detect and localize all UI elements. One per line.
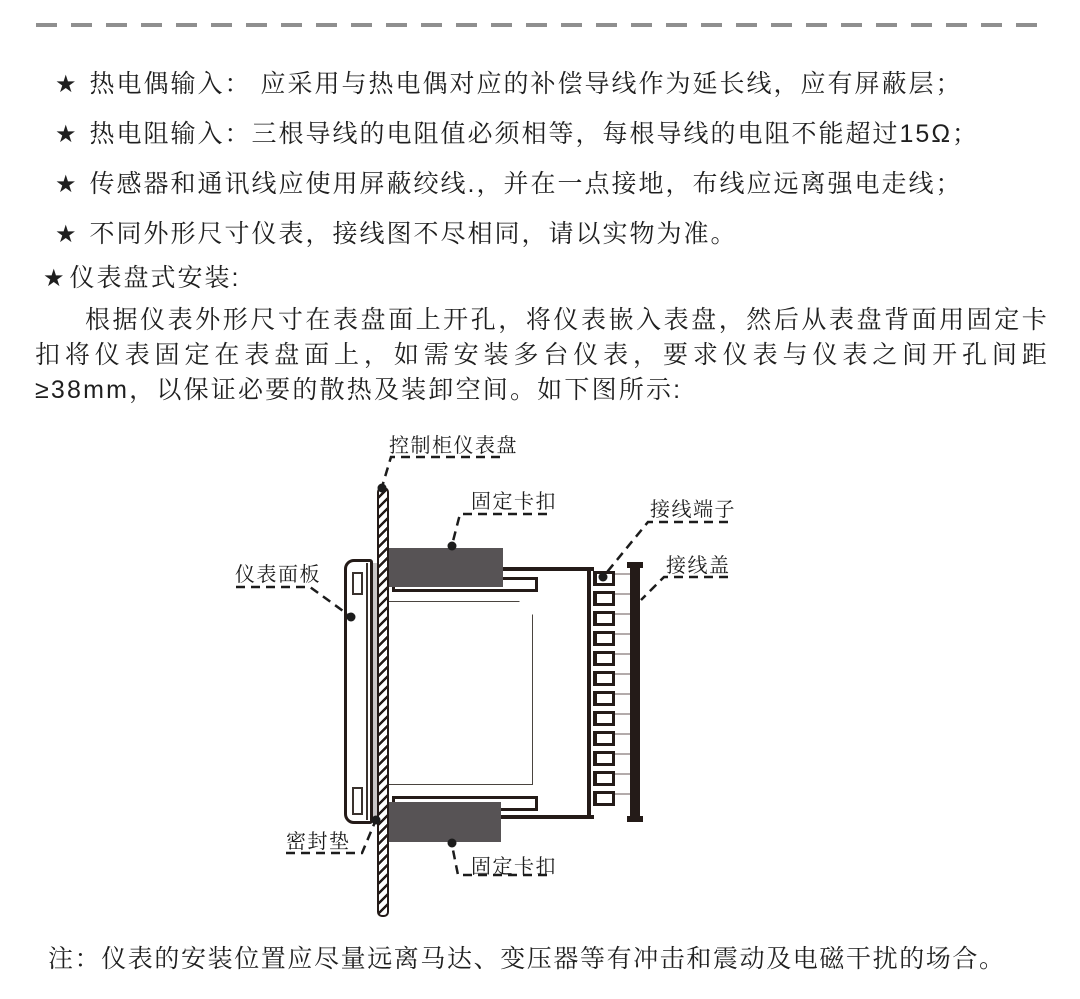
leader-cabinet-panel bbox=[382, 457, 500, 487]
bullet-text: 热电偶输入： 应采用与热电偶对应的补偿导线作为延长线，应有屏蔽层； bbox=[89, 70, 963, 98]
label-fixing-clip-top: 固定卡扣 bbox=[471, 491, 557, 513]
leader-dot bbox=[448, 839, 457, 848]
bullet-rtd bbox=[55, 114, 979, 150]
bullet-sensor-wiring bbox=[55, 164, 962, 200]
label-cabinet-panel: 控制柜仪表盘 bbox=[389, 435, 518, 457]
bullet-text: 仪表盘式安装: bbox=[69, 264, 241, 292]
label-instrument-front-panel: 仪表面板 bbox=[235, 564, 321, 586]
leader-dot bbox=[378, 484, 387, 493]
bullet-text: 传感器和通讯线应使用屏蔽绞线.，并在一点接地，布线应远离强电走线； bbox=[89, 170, 963, 198]
installation-paragraph: 根据仪表外形尺寸在表盘面上开孔，将仪表嵌入表盘，然后从表盘背面用固定卡扣将仪表固定在表盘面上，如需安装多台仪表，要求仪表与仪表之间开孔间距≥38mm，以保证必要的散热及装卸空间。如下图所示: bbox=[35, 306, 1049, 404]
bullet-thermocouple bbox=[55, 64, 962, 100]
star-icon: ★ bbox=[55, 171, 77, 198]
bullet-panel-mount-heading bbox=[43, 258, 240, 294]
leader-cover bbox=[641, 577, 728, 600]
top-dashed-rule bbox=[36, 23, 1046, 27]
star-icon: ★ bbox=[55, 121, 77, 148]
bullet-text: 热电阻输入：三根导线的电阻值必须相等，每根导线的电阻不能超过15Ω； bbox=[89, 120, 980, 148]
star-icon: ★ bbox=[55, 221, 77, 248]
star-icon: ★ bbox=[55, 71, 77, 98]
leader-dot bbox=[448, 542, 457, 551]
leader-dot bbox=[372, 816, 381, 825]
label-terminal-block: 接线端子 bbox=[650, 499, 736, 521]
installation-diagram bbox=[0, 425, 1080, 935]
bullet-text: 不同外形尺寸仪表，接线图不尽相同，请以实物为准。 bbox=[89, 220, 738, 248]
leader-front-panel bbox=[236, 587, 350, 616]
leader-dot bbox=[599, 573, 608, 582]
label-sealing-gasket: 密封垫 bbox=[286, 831, 351, 853]
star-icon: ★ bbox=[43, 265, 65, 292]
leader-dot bbox=[347, 613, 356, 622]
label-wiring-cover: 接线盖 bbox=[666, 555, 731, 577]
leader-clip-top bbox=[452, 514, 547, 545]
bullet-dimensions bbox=[55, 214, 738, 250]
note-text: 注：仪表的安装位置应尽量远离马达、变压器等有冲击和震动及电磁干扰的场合。 bbox=[48, 945, 1006, 973]
label-fixing-clip-bottom: 固定卡扣 bbox=[471, 856, 557, 878]
